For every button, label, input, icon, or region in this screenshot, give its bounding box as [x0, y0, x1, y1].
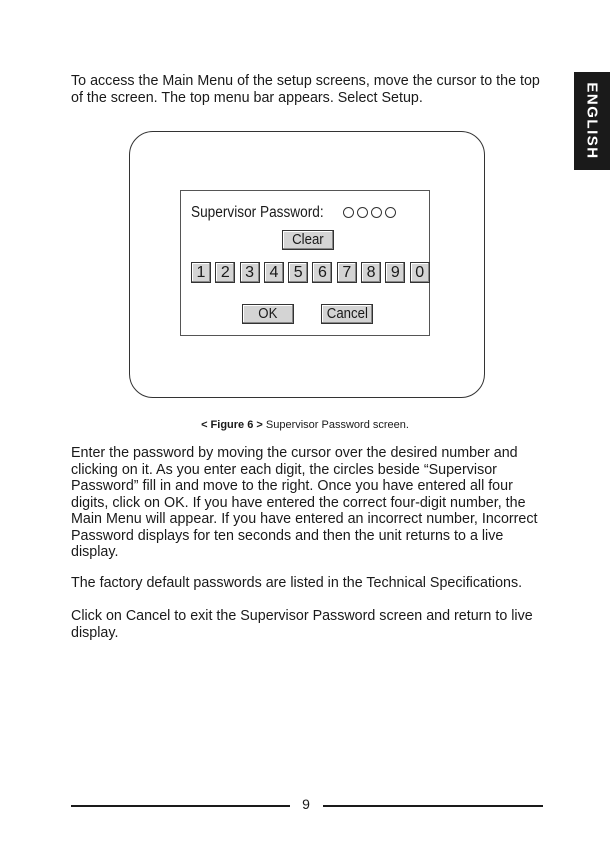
password-label: Supervisor Password: — [191, 204, 324, 221]
password-digit-circle-icon — [357, 207, 368, 218]
supervisor-password-dialog — [180, 190, 430, 336]
digit-button[interactable]: 9 — [385, 262, 405, 283]
defaults-paragraph: The factory default passwords are listed in the Technical Specifications. — [71, 575, 523, 591]
language-tab-label: ENGLISH — [583, 82, 601, 160]
cancel-button-label: Cancel — [326, 305, 368, 322]
digit-button[interactable]: 3 — [240, 262, 260, 283]
digit-button[interactable]: 0 — [410, 262, 430, 283]
clear-button-label: Clear — [292, 231, 324, 248]
figure-caption-prefix: < Figure 6 > — [201, 419, 263, 431]
password-digit-circle-icon — [343, 207, 354, 218]
footer-divider-right — [323, 805, 543, 807]
instructions-paragraph: Enter the password by moving the cursor over the desired number and clicking on it. As you enter each digit, the circles beside “Supervisor Password” fill in and move to the right. Once you have entered all four digits, click on OK. If you have entered the correct four-digit number, the Main Menu will appear. If you have entered an incorrect number, Incorrect Password displays for ten seconds and then the unit returns to a live display. — [71, 445, 538, 560]
password-digit-circle-icon — [371, 207, 382, 218]
digit-button[interactable]: 2 — [215, 262, 235, 283]
digit-button[interactable]: 1 — [191, 262, 211, 283]
figure-caption-text: Supervisor Password screen. — [265, 419, 409, 431]
cancel-paragraph: Click on Cancel to exit the Supervisor Password screen and return to live display. — [71, 608, 533, 641]
digit-keypad — [191, 262, 430, 283]
password-digit-circle-icon — [385, 207, 396, 218]
figure-caption — [0, 419, 610, 431]
password-indicator — [343, 207, 396, 218]
cancel-button[interactable] — [321, 304, 373, 324]
page-number: 9 — [302, 796, 310, 812]
ok-button[interactable] — [242, 304, 294, 324]
footer-divider-left — [71, 805, 290, 807]
ok-button-label: OK — [258, 305, 278, 322]
digit-button[interactable]: 4 — [264, 262, 284, 283]
digit-button[interactable]: 6 — [312, 262, 332, 283]
language-tab — [574, 72, 610, 170]
digit-button[interactable]: 7 — [337, 262, 357, 283]
digit-button[interactable]: 8 — [361, 262, 381, 283]
digit-button[interactable]: 5 — [288, 262, 308, 283]
clear-button[interactable] — [282, 230, 334, 250]
intro-paragraph: To access the Main Menu of the setup screens, move the cursor to the top of the screen. The top menu bar appears. Select Setup. — [71, 73, 540, 106]
